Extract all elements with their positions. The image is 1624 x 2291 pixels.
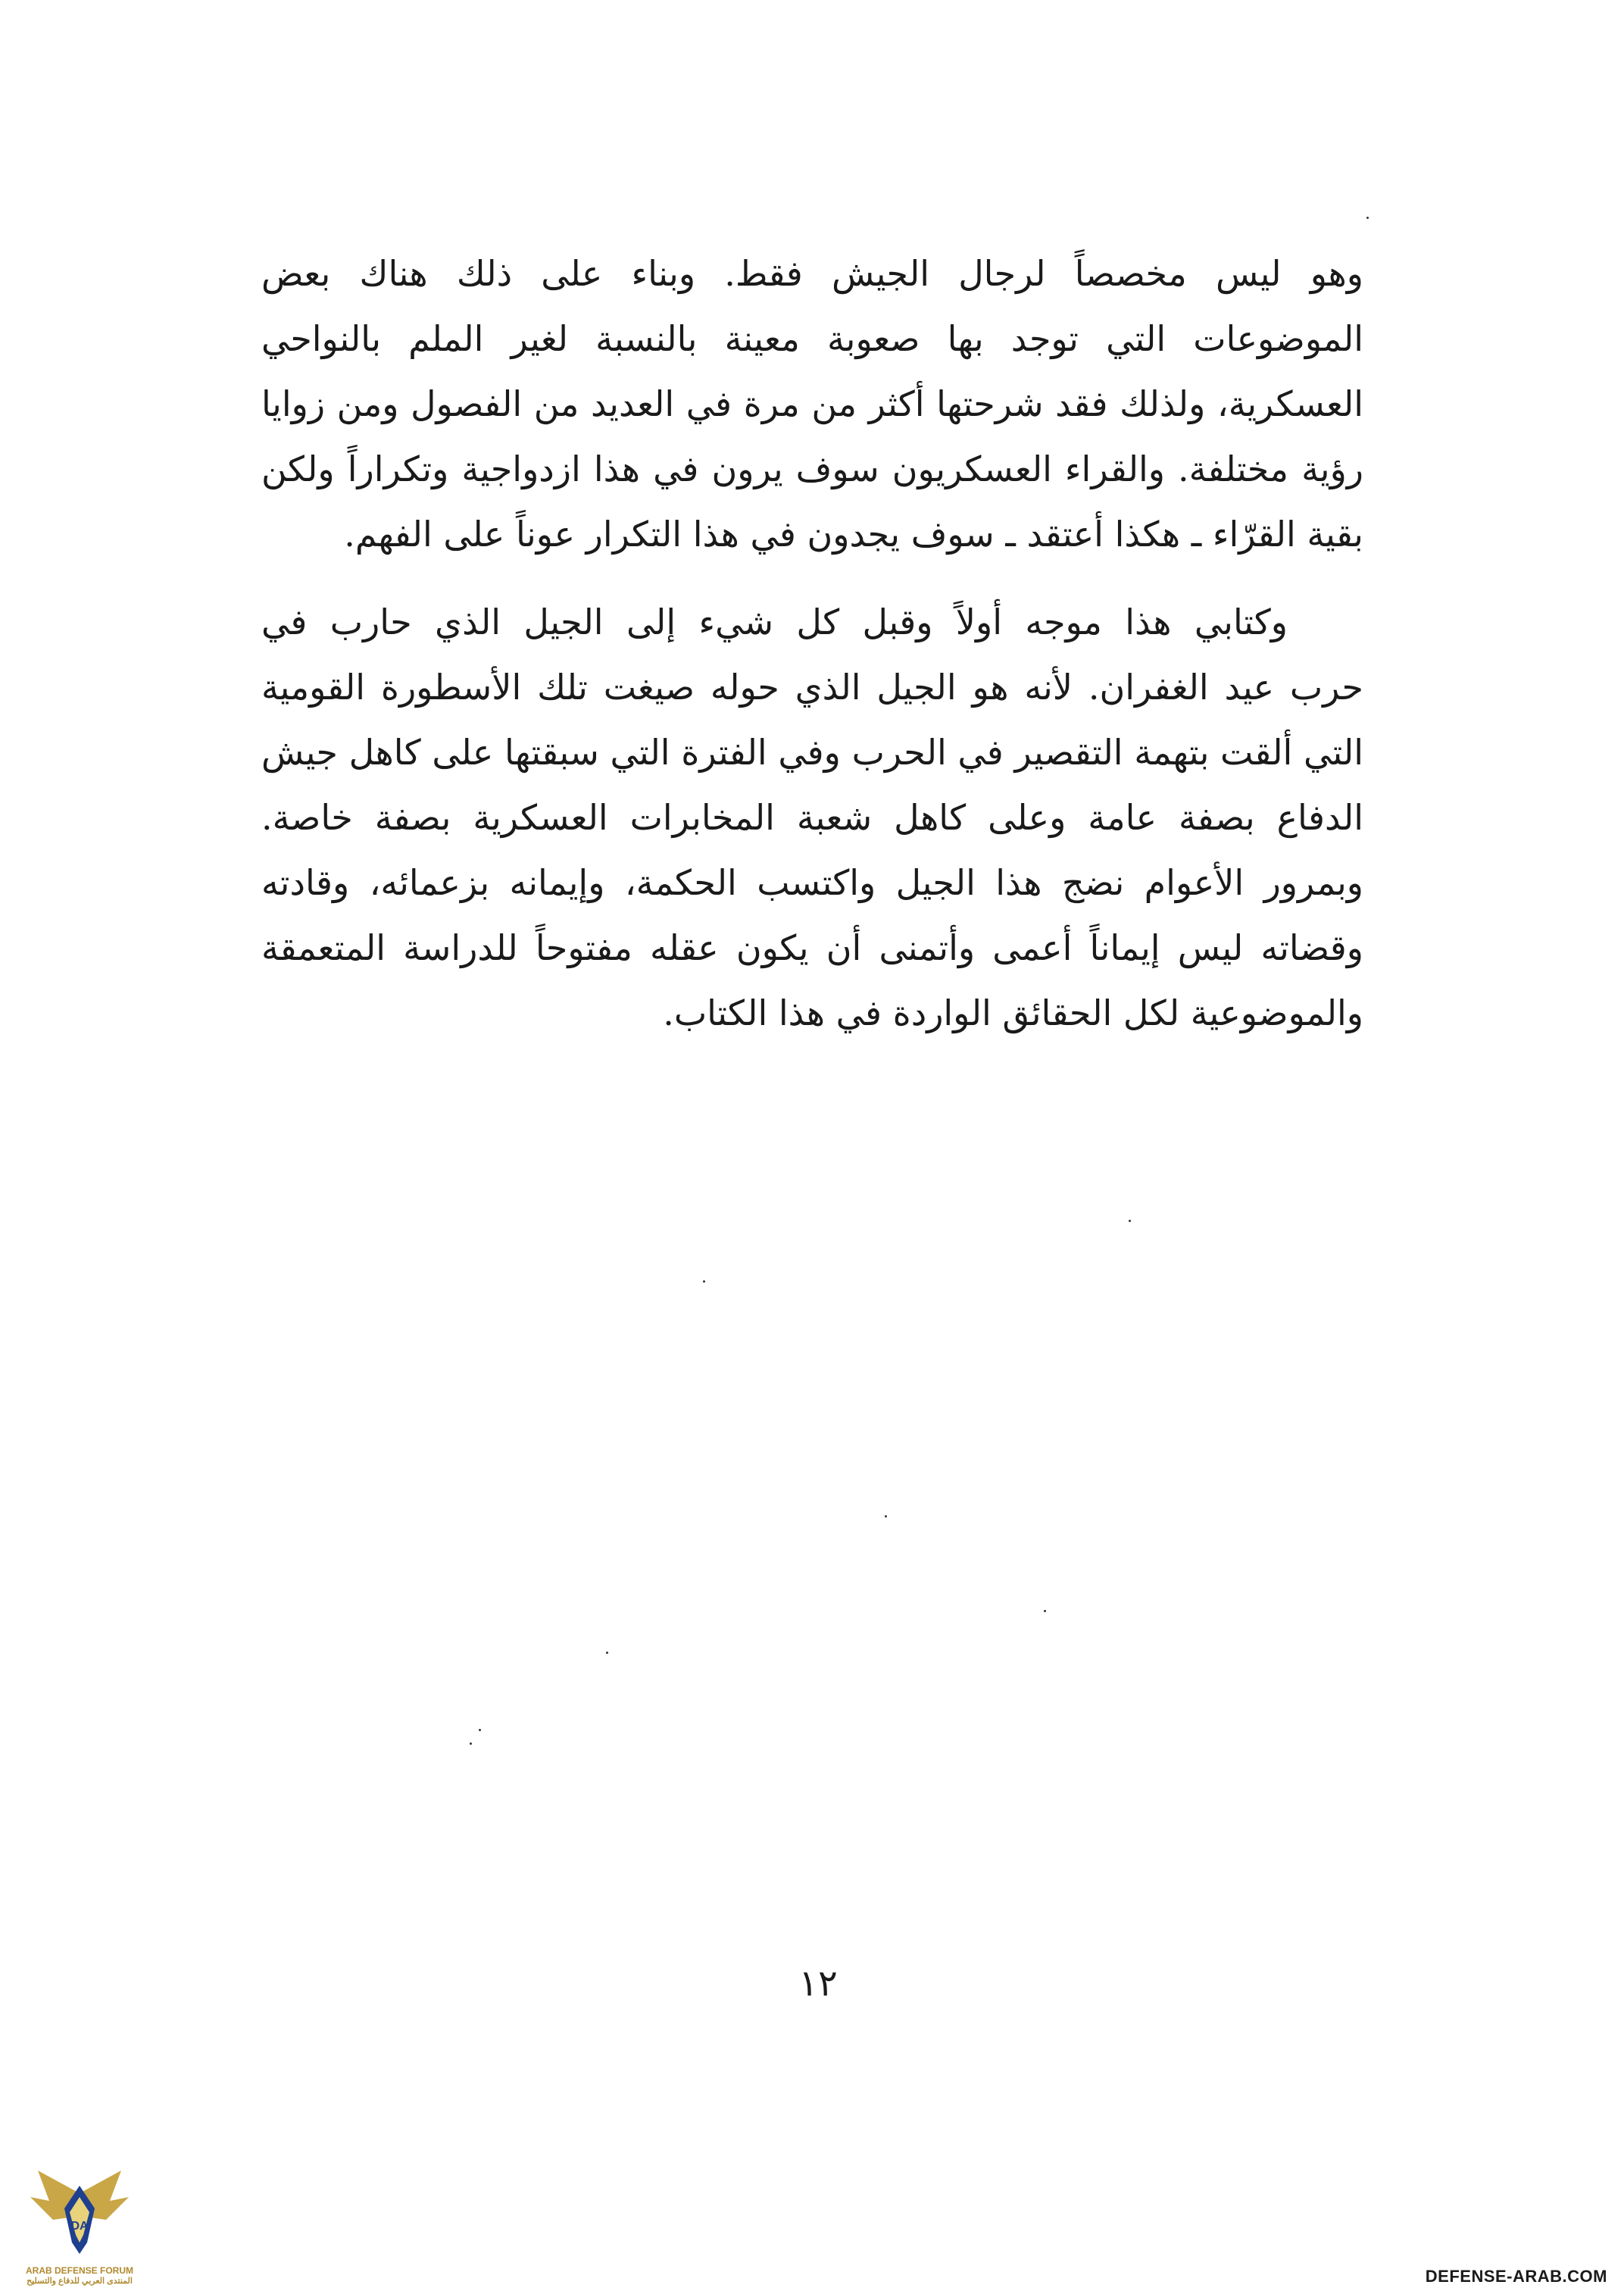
svg-text:DA: DA [70,2220,89,2233]
text-line: وقضاته ليس إيماناً أعمى وأتمنى أن يكون عقله مفتوحاً للدراسة المتعمقة [261,927,1363,968]
text-line: وهو ليس مخصصاً لرجال الجيش فقط. وبناء على ذلك هناك بعض [261,253,1363,294]
page-number: ١٢ [798,1962,838,2005]
logo-caption [8,2265,151,2286]
text-line: الدفاع بصفة عامة وعلى كاهل شعبة المخابرات العسكرية بصفة خاصة. [261,797,1363,838]
text-line: التي ألقت بتهمة التقصير في الحرب وفي الفترة التي سبقتها على كاهل جيش [261,732,1363,773]
paragraph-gap [261,567,1363,589]
text-line: حرب عيد الغفران. لأنه هو الجيل الذي حوله صيغت تلك الأسطورة القومية [261,667,1363,708]
text-line: العسكرية، ولذلك فقد شرحتها أكثر من مرة في العديد من الفصول ومن زوايا [261,383,1363,424]
text-line: بقية القرّاء ـ هكذا أعتقد ـ سوف يجدون في هذا التكرار عوناً على الفهم. [344,514,1363,555]
paragraph-2 [261,589,1363,1045]
text-line: والموضوعية لكل الحقائق الواردة في هذا الكتاب. [663,992,1363,1033]
body-text [261,241,1363,1045]
text-line: الموضوعات التي توجد بها صعوبة معينة بالنسبة لغير الملم بالنواحي [261,318,1363,359]
text-line: وبمرور الأعوام نضج هذا الجيل واكتسب الحكمة، وإيمانه بزعمائه، وقادته [261,862,1363,903]
text-line: وكتابي هذا موجه أولاً وقبل كل شيء إلى الجيل الذي حارب في [261,602,1288,642]
text-line: رؤية مختلفة. والقراء العسكريون سوف يرون في هذا ازدواجية وتكراراً ولكن [261,449,1363,489]
site-watermark: DEFENSE-ARAB.COM [1425,2267,1607,2286]
logo-text-en: ARAB DEFENSE FORUM [25,2265,133,2276]
logo-text-ar: المنتدى العربي للدفاع والتسليح [27,2277,133,2286]
paragraph-1 [261,241,1363,567]
